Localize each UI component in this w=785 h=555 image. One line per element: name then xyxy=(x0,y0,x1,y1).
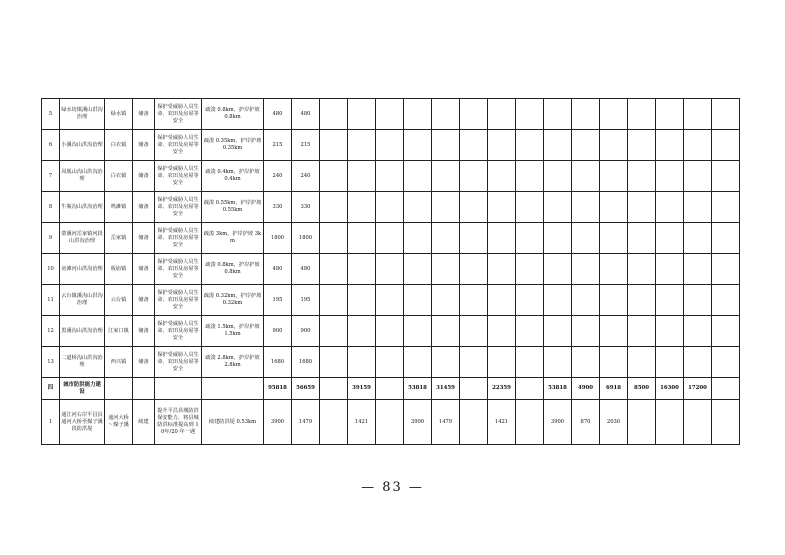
cell-scale: 疏浚 1.5km，护岸护坡 1.5km xyxy=(202,316,264,347)
cell-c14 xyxy=(628,400,656,445)
cell-c13: 2030 xyxy=(600,400,628,445)
cell-c15 xyxy=(656,400,684,445)
cell-benefit: 保护受威胁人员生命、农田及房屋等安全 xyxy=(155,223,202,254)
cell-c12 xyxy=(572,347,600,378)
cell-stage xyxy=(133,378,155,400)
cell-c15 xyxy=(656,347,684,378)
cell-scale: 疏浚 0.4km，护岸护坡 0.4km xyxy=(202,161,264,192)
cell-c3 xyxy=(320,130,348,161)
cell-c9: 1421 xyxy=(488,400,516,445)
cell-no: 7 xyxy=(42,161,60,192)
cell-c3 xyxy=(320,400,348,445)
cell-name: 绿水坊镇溪山洪沟治理 xyxy=(60,99,105,130)
cell-c6 xyxy=(404,347,432,378)
cell-benefit: 保护受威胁人员生命、农田及房屋等安全 xyxy=(155,316,202,347)
cell-c5 xyxy=(376,400,404,445)
cell-scale: 疏浚 0.8km，护岸护坡 0.8km xyxy=(202,254,264,285)
cell-c14 xyxy=(628,316,656,347)
cell-c16 xyxy=(684,316,712,347)
cell-c1: 195 xyxy=(264,285,292,316)
cell-c14 xyxy=(628,99,656,130)
table-row xyxy=(42,223,740,254)
cell-c8 xyxy=(460,400,488,445)
cell-c3 xyxy=(320,99,348,130)
cell-c2: 1479 xyxy=(292,400,320,445)
cell-c1: 1800 xyxy=(264,223,292,254)
table-row xyxy=(42,347,740,378)
cell-c12 xyxy=(572,285,600,316)
cell-c12: 4900 xyxy=(572,378,600,400)
cell-c7 xyxy=(432,316,460,347)
cell-scale: 疏浚 0.35km，护岸护坡 0.35km xyxy=(202,130,264,161)
cell-c6 xyxy=(404,161,432,192)
cell-c9 xyxy=(488,223,516,254)
table-row xyxy=(42,378,740,400)
table-body xyxy=(42,99,740,445)
cell-town: 岳家镇 xyxy=(105,223,133,254)
cell-c4 xyxy=(348,192,376,223)
cell-c1: 1680 xyxy=(264,347,292,378)
page-number: — 83 — xyxy=(361,480,424,495)
cell-c1: 900 xyxy=(264,316,292,347)
cell-c12 xyxy=(572,99,600,130)
cell-c3 xyxy=(320,161,348,192)
cell-c10 xyxy=(516,223,544,254)
cell-no: 6 xyxy=(42,130,60,161)
cell-town: 西兴镇 xyxy=(105,347,133,378)
cell-c1: 95818 xyxy=(264,378,292,400)
cell-c7: 31459 xyxy=(432,378,460,400)
cell-benefit: 保护受威胁人员生命、农田及房屋等安全 xyxy=(155,254,202,285)
cell-c3 xyxy=(320,316,348,347)
cell-c8 xyxy=(460,99,488,130)
cell-scale: 疏浚 0.8km，护岸护坡 0.8km xyxy=(202,99,264,130)
cell-c6: 3900 xyxy=(404,400,432,445)
cell-stage: 储备 xyxy=(133,161,155,192)
cell-c4 xyxy=(348,130,376,161)
cell-c4 xyxy=(348,285,376,316)
cell-c8 xyxy=(460,316,488,347)
cell-c13 xyxy=(600,316,628,347)
cell-name: 二道桥沟山洪沟治理 xyxy=(60,347,105,378)
cell-c16: 17200 xyxy=(684,378,712,400)
cell-c2: 480 xyxy=(292,254,320,285)
cell-c12 xyxy=(572,192,600,223)
cell-c10 xyxy=(516,400,544,445)
cell-town: 板庙镇 xyxy=(105,254,133,285)
cell-c6 xyxy=(404,316,432,347)
table-row xyxy=(42,285,740,316)
cell-c2: 56659 xyxy=(292,378,320,400)
cell-c1: 240 xyxy=(264,161,292,192)
cell-c14 xyxy=(628,130,656,161)
cell-c13 xyxy=(600,192,628,223)
cell-c5 xyxy=(376,285,404,316)
cell-c8 xyxy=(460,347,488,378)
cell-c7 xyxy=(432,347,460,378)
cell-stage: 续建 xyxy=(133,400,155,445)
cell-scale: 疏浚 0.32km，护岸护坡 0.32km xyxy=(202,285,264,316)
cell-c6 xyxy=(404,99,432,130)
table-row xyxy=(42,400,740,445)
cell-c13: 6918 xyxy=(600,378,628,400)
cell-name: 房滩河山洪沟治理 xyxy=(60,254,105,285)
cell-scale: 疏浚 2.8km，护岸护坡 2.8km xyxy=(202,347,264,378)
cell-benefit: 保护受威胁人员生命、农田及房屋等安全 xyxy=(155,192,202,223)
cell-name: 小溪沟山洪沟治理 xyxy=(60,130,105,161)
cell-c6 xyxy=(404,285,432,316)
cell-c14 xyxy=(628,254,656,285)
cell-c17 xyxy=(712,400,740,445)
cell-c9 xyxy=(488,347,516,378)
cell-c11 xyxy=(544,223,572,254)
cell-c16 xyxy=(684,400,712,445)
cell-c17 xyxy=(712,223,740,254)
cell-name: 蒙溪河岳家镇河段山洪沟治理 xyxy=(60,223,105,254)
cell-c5 xyxy=(376,316,404,347)
cell-c9 xyxy=(488,285,516,316)
cell-c11: 3900 xyxy=(544,400,572,445)
cell-c2: 1800 xyxy=(292,223,320,254)
cell-town: 云台镇 xyxy=(105,285,133,316)
cell-town xyxy=(105,378,133,400)
cell-c4 xyxy=(348,316,376,347)
table-row xyxy=(42,99,740,130)
cell-benefit xyxy=(155,378,202,400)
cell-c11 xyxy=(544,161,572,192)
cell-c17 xyxy=(712,99,740,130)
cell-c3 xyxy=(320,285,348,316)
cell-town: 白衣镇 xyxy=(105,161,133,192)
cell-c1: 480 xyxy=(264,99,292,130)
cell-c1: 480 xyxy=(264,254,292,285)
cell-scale: 疏浚 0.55km，护岸护坡 0.55km xyxy=(202,192,264,223)
cell-c4 xyxy=(348,99,376,130)
cell-c7 xyxy=(432,192,460,223)
cell-c17 xyxy=(712,192,740,223)
cell-no: 5 xyxy=(42,99,60,130)
cell-c15 xyxy=(656,285,684,316)
cell-c16 xyxy=(684,192,712,223)
cell-c17 xyxy=(712,130,740,161)
cell-c3 xyxy=(320,223,348,254)
cell-c7 xyxy=(432,223,460,254)
cell-no: 9 xyxy=(42,223,60,254)
cell-c8 xyxy=(460,192,488,223)
cell-c5 xyxy=(376,192,404,223)
cell-c2: 1680 xyxy=(292,347,320,378)
cell-c10 xyxy=(516,161,544,192)
table-row xyxy=(42,130,740,161)
cell-c5 xyxy=(376,223,404,254)
cell-c11 xyxy=(544,254,572,285)
cell-name: 城市防洪能力建设 xyxy=(60,378,105,400)
cell-c12 xyxy=(572,254,600,285)
cell-c12 xyxy=(572,161,600,192)
cell-c4 xyxy=(348,347,376,378)
cell-c8 xyxy=(460,254,488,285)
cell-c17 xyxy=(712,285,740,316)
cell-c10 xyxy=(516,378,544,400)
cell-stage: 储备 xyxy=(133,285,155,316)
cell-town: 白衣镇 xyxy=(105,130,133,161)
cell-town: 通河大桥～煤子溪 xyxy=(105,400,133,445)
cell-benefit: 保护受威胁人员生命、农田及房屋等安全 xyxy=(155,347,202,378)
cell-c14 xyxy=(628,347,656,378)
cell-c13 xyxy=(600,130,628,161)
cell-town: 绿水镇 xyxy=(105,99,133,130)
cell-c7 xyxy=(432,254,460,285)
cell-c7 xyxy=(432,285,460,316)
cell-stage: 储备 xyxy=(133,130,155,161)
cell-stage: 储备 xyxy=(133,223,155,254)
cell-c7 xyxy=(432,99,460,130)
cell-c3 xyxy=(320,254,348,285)
cell-name: 凤凰山沟山洪沟治理 xyxy=(60,161,105,192)
cell-scale xyxy=(202,378,264,400)
cell-name: 黑溪沟山洪沟治理 xyxy=(60,316,105,347)
cell-c9 xyxy=(488,254,516,285)
cell-c16 xyxy=(684,161,712,192)
table-row xyxy=(42,192,740,223)
cell-no: 四 xyxy=(42,378,60,400)
cell-c15 xyxy=(656,192,684,223)
cell-no: 10 xyxy=(42,254,60,285)
cell-stage: 储备 xyxy=(133,254,155,285)
cell-no: 8 xyxy=(42,192,60,223)
cell-benefit: 保护受威胁人员生命、农田及房屋等安全 xyxy=(155,99,202,130)
cell-c9 xyxy=(488,161,516,192)
table-row xyxy=(42,161,740,192)
cell-c13 xyxy=(600,223,628,254)
cell-c15: 16300 xyxy=(656,378,684,400)
cell-c6 xyxy=(404,192,432,223)
cell-c10 xyxy=(516,347,544,378)
cell-c5 xyxy=(376,99,404,130)
cell-c14 xyxy=(628,192,656,223)
cell-c16 xyxy=(684,99,712,130)
cell-c15 xyxy=(656,161,684,192)
cell-c13 xyxy=(600,285,628,316)
cell-no: 11 xyxy=(42,285,60,316)
cell-benefit: 提升平昌县城防洪保安能力，将县城防洪标准提高到 10年/20 年一遇 xyxy=(155,400,202,445)
cell-no: 12 xyxy=(42,316,60,347)
cell-no: 13 xyxy=(42,347,60,378)
cell-c4: 39159 xyxy=(348,378,376,400)
cell-c11: 53818 xyxy=(544,378,572,400)
cell-c10 xyxy=(516,192,544,223)
cell-c5 xyxy=(376,254,404,285)
cell-c3 xyxy=(320,347,348,378)
cell-c12 xyxy=(572,130,600,161)
cell-c11 xyxy=(544,316,572,347)
cell-c16 xyxy=(684,254,712,285)
cell-c10 xyxy=(516,316,544,347)
cell-c5 xyxy=(376,161,404,192)
cell-c13 xyxy=(600,99,628,130)
cell-c4 xyxy=(348,254,376,285)
cell-c11 xyxy=(544,285,572,316)
cell-c11 xyxy=(544,130,572,161)
cell-c10 xyxy=(516,254,544,285)
cell-c15 xyxy=(656,316,684,347)
cell-c10 xyxy=(516,99,544,130)
cell-c4 xyxy=(348,223,376,254)
cell-c16 xyxy=(684,130,712,161)
cell-c16 xyxy=(684,347,712,378)
cell-c15 xyxy=(656,99,684,130)
cell-c10 xyxy=(516,285,544,316)
cell-c14 xyxy=(628,223,656,254)
cell-c2: 480 xyxy=(292,99,320,130)
cell-c2: 195 xyxy=(292,285,320,316)
cell-c8 xyxy=(460,378,488,400)
cell-c8 xyxy=(460,223,488,254)
cell-c13 xyxy=(600,254,628,285)
cell-c11 xyxy=(544,347,572,378)
cell-c9 xyxy=(488,316,516,347)
cell-c6: 53818 xyxy=(404,378,432,400)
cell-c1: 330 xyxy=(264,192,292,223)
cell-c7 xyxy=(432,130,460,161)
cell-c6 xyxy=(404,130,432,161)
cell-c12: 870 xyxy=(572,400,600,445)
cell-town: 鸣滩镇 xyxy=(105,192,133,223)
cell-c2: 240 xyxy=(292,161,320,192)
cell-c13 xyxy=(600,347,628,378)
cell-c9 xyxy=(488,99,516,130)
cell-c12 xyxy=(572,316,600,347)
cell-no: 1 xyxy=(42,400,60,445)
cell-c4: 1421 xyxy=(348,400,376,445)
table-row xyxy=(42,254,740,285)
cell-c8 xyxy=(460,285,488,316)
cell-c16 xyxy=(684,285,712,316)
cell-c9: 22359 xyxy=(488,378,516,400)
cell-c17 xyxy=(712,347,740,378)
cell-benefit: 保护受威胁人员生命、农田及房屋等安全 xyxy=(155,285,202,316)
cell-c6 xyxy=(404,254,432,285)
cell-c15 xyxy=(656,254,684,285)
cell-c17 xyxy=(712,254,740,285)
cell-c17 xyxy=(712,161,740,192)
cell-c3 xyxy=(320,192,348,223)
cell-c12 xyxy=(572,223,600,254)
cell-benefit: 保护受威胁人员生命、农田及房屋等安全 xyxy=(155,130,202,161)
cell-name: 通江河右岸平昌县通河大桥至煤子溪段防洪堤 xyxy=(60,400,105,445)
cell-c5 xyxy=(376,130,404,161)
cell-c11 xyxy=(544,192,572,223)
cell-c1: 3900 xyxy=(264,400,292,445)
cell-c17 xyxy=(712,316,740,347)
cell-c9 xyxy=(488,130,516,161)
cell-c9 xyxy=(488,192,516,223)
cell-c11 xyxy=(544,99,572,130)
cell-c1: 215 xyxy=(264,130,292,161)
cell-scale: 续建防洪堤 0.53km xyxy=(202,400,264,445)
cell-c2: 215 xyxy=(292,130,320,161)
cell-benefit: 保护受威胁人员生命、农田及房屋等安全 xyxy=(155,161,202,192)
cell-c14: 8500 xyxy=(628,378,656,400)
cell-c8 xyxy=(460,130,488,161)
cell-c17 xyxy=(712,378,740,400)
cell-stage: 储备 xyxy=(133,99,155,130)
cell-c5 xyxy=(376,378,404,400)
cell-town: 江家口镇 xyxy=(105,316,133,347)
cell-c14 xyxy=(628,285,656,316)
cell-c6 xyxy=(404,223,432,254)
cell-c16 xyxy=(684,223,712,254)
cell-c8 xyxy=(460,161,488,192)
cell-name: 牛瓶沟山洪沟治理 xyxy=(60,192,105,223)
cell-stage: 储备 xyxy=(133,192,155,223)
cell-c15 xyxy=(656,130,684,161)
cell-scale: 疏浚 3km，护岸护坡 3km xyxy=(202,223,264,254)
cell-c15 xyxy=(656,223,684,254)
cell-c2: 330 xyxy=(292,192,320,223)
cell-c3 xyxy=(320,378,348,400)
cell-c2: 900 xyxy=(292,316,320,347)
cell-stage: 储备 xyxy=(133,347,155,378)
cell-stage: 储备 xyxy=(133,316,155,347)
cell-name: 云台镇溪沟山洪沟治理 xyxy=(60,285,105,316)
cell-c7: 1479 xyxy=(432,400,460,445)
cell-c10 xyxy=(516,130,544,161)
cell-c14 xyxy=(628,161,656,192)
table-row xyxy=(42,316,740,347)
cell-c7 xyxy=(432,161,460,192)
cell-c13 xyxy=(600,161,628,192)
cell-c5 xyxy=(376,347,404,378)
project-table xyxy=(41,98,740,445)
cell-c4 xyxy=(348,161,376,192)
